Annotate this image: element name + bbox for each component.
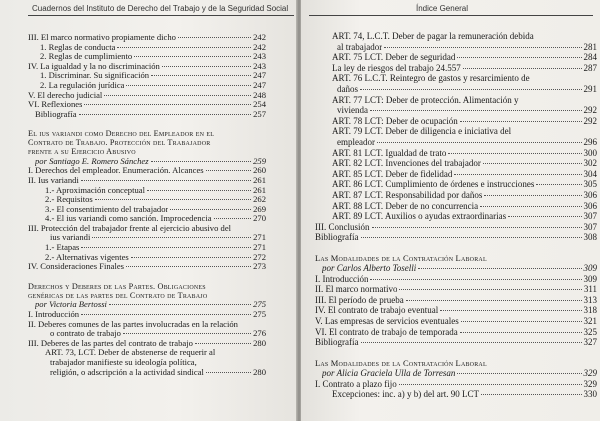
- toc-entry-text: empleador: [337, 136, 375, 147]
- dot-leader: [206, 170, 251, 171]
- toc-entry: [315, 295, 597, 306]
- toc-entry-text: 2. La regulación jurídica: [40, 80, 125, 90]
- toc-entry-text: IV. El contrato de trabajo eventual: [315, 305, 439, 316]
- toc-entry: [315, 148, 597, 159]
- toc-page-number: 309: [583, 263, 597, 274]
- toc-entry-text: III. Protección del trabajador frente al ejercicio abusivo del: [28, 223, 232, 233]
- section-title-line: Derechos y Deberes de las Partes. Obligaciones: [28, 281, 206, 291]
- toc-page-number: 262: [253, 194, 266, 205]
- toc-page-number: 257: [253, 108, 266, 119]
- toc-page-number: 259: [253, 155, 266, 166]
- toc-entry: [28, 214, 266, 224]
- dot-leader: [117, 47, 251, 48]
- section-author: [315, 263, 597, 274]
- toc-entry-text: ART. 81 LCT. Igualdad de trato: [332, 147, 447, 158]
- toc-entry-text: 1. Discriminar. Su significación: [40, 71, 150, 81]
- toc-entry: [315, 52, 597, 63]
- toc-page-number: 321: [583, 316, 597, 327]
- dot-leader: [126, 266, 251, 267]
- dot-leader: [463, 68, 582, 69]
- toc-page-number: 291: [583, 83, 597, 94]
- toc-section: [28, 130, 266, 272]
- toc-section: [315, 254, 597, 348]
- dot-leader: [454, 174, 581, 175]
- toc-entry: [315, 137, 597, 148]
- toc-entry-text: ART. 73, LCT. Deber de abstenerse de requerir al: [45, 348, 216, 358]
- left-page: [0, 0, 297, 421]
- section-title-line: genéricas de las partes del Contrato de Trabajo: [28, 290, 208, 300]
- toc-entry-text: II. Deberes comunes de las partes involucradas en la relación: [28, 319, 238, 329]
- toc-entry-text: III. Conclusión: [315, 221, 370, 232]
- toc-entry-text: al trabajador: [337, 41, 383, 52]
- toc-entry: [315, 116, 597, 127]
- toc-right: [315, 31, 597, 400]
- toc-entry: [315, 84, 597, 95]
- dot-leader: [377, 142, 582, 143]
- toc-page-number: 313: [583, 294, 597, 305]
- toc-entry: [315, 389, 597, 400]
- toc-entry-text: IV. La igualdad y la no discriminación: [28, 61, 160, 71]
- dot-leader: [79, 114, 252, 115]
- toc-entry: [28, 205, 266, 215]
- dot-leader: [448, 153, 581, 154]
- section-title-line: Las Modalidades de la Contratación Laboral: [315, 357, 487, 368]
- toc-entry-text: I. Introducción: [315, 273, 369, 284]
- toc-entry-text: Bibliografía: [35, 109, 77, 119]
- toc-entry: [28, 224, 266, 234]
- toc-entry: [28, 368, 266, 378]
- dot-leader: [147, 190, 251, 191]
- toc-entry: [315, 126, 597, 137]
- toc-entry-text: ART. 88 LCT. Deber de no concurrencia: [332, 200, 479, 211]
- toc-page-number: 276: [253, 328, 266, 339]
- toc-block: [315, 31, 597, 243]
- toc-page-number: 271: [253, 232, 266, 243]
- dot-leader: [92, 237, 251, 238]
- toc-entry: [315, 222, 597, 233]
- toc-entry: [28, 110, 266, 120]
- toc-page-number: 275: [253, 299, 266, 310]
- toc-entry-text: ius variandi: [50, 233, 91, 243]
- dot-leader: [370, 110, 582, 111]
- toc-entry: [315, 274, 597, 285]
- dot-leader: [480, 206, 581, 207]
- toc-page-number: 325: [583, 326, 597, 337]
- dot-leader: [460, 332, 582, 333]
- toc-entry: [315, 31, 597, 42]
- dot-leader: [481, 394, 582, 395]
- dot-leader: [170, 209, 251, 210]
- toc-page-number: 247: [253, 79, 266, 90]
- section-author: [315, 368, 597, 379]
- toc-entry: [315, 179, 597, 190]
- dot-leader: [360, 89, 582, 90]
- toc-page-number: 292: [583, 105, 597, 116]
- toc-entry: [315, 211, 597, 222]
- dot-leader: [162, 66, 251, 67]
- dot-leader: [461, 321, 582, 322]
- toc-entry-text: vivienda: [337, 105, 368, 116]
- toc-page-number: 307: [583, 221, 597, 232]
- toc-entry: [315, 232, 597, 243]
- toc-page-number: 273: [253, 261, 266, 272]
- toc-entry: [28, 339, 266, 349]
- toc-entry: [315, 42, 597, 53]
- toc-entry: [28, 195, 266, 205]
- toc-entry-text: ART. 89 LCT. Auxilios o ayudas extraordinarias: [332, 211, 507, 222]
- toc-section: [315, 359, 597, 400]
- toc-entry: [315, 337, 597, 348]
- dot-leader: [399, 384, 582, 385]
- toc-page-number: 284: [583, 52, 597, 63]
- toc-entry: [315, 63, 597, 74]
- toc-entry: [28, 348, 266, 358]
- toc-entry-text: VI. El contrato de trabajo de temporada: [315, 326, 458, 337]
- dot-leader: [418, 268, 581, 269]
- dot-leader: [195, 343, 251, 344]
- toc-page-number: 304: [583, 168, 597, 179]
- dot-leader: [109, 304, 251, 305]
- toc-page-number: 261: [253, 174, 266, 185]
- toc-entry-text: Excepciones: inc. a) y b) del art. 90 LCT: [332, 389, 479, 400]
- toc-entry-text: ART. 87 LCT. Responsabilidad por daños: [332, 189, 483, 200]
- section-title-line: El ius variandi como Derecho del Empleador en el: [28, 129, 215, 139]
- author-name: por Alicia Graciela Ulla de Torresan: [322, 368, 456, 379]
- toc-page-number: 281: [583, 41, 597, 52]
- toc-page-number: 311: [583, 284, 597, 295]
- toc-page-number: 300: [583, 147, 597, 158]
- running-head: Índice General: [416, 4, 469, 13]
- dot-leader: [457, 373, 581, 374]
- toc-page-number: 306: [583, 200, 597, 211]
- toc-page-number: 307: [583, 211, 597, 222]
- toc-page-number: 243: [253, 51, 266, 62]
- dot-leader: [536, 184, 581, 185]
- toc-page-number: 296: [583, 136, 597, 147]
- toc-entry-text: daños: [337, 83, 358, 94]
- dot-leader: [84, 104, 251, 105]
- toc-entry-text: ART. 77 LCT: Deber de protección. Alimentación y: [332, 94, 519, 105]
- dot-leader: [178, 37, 251, 38]
- dot-leader: [81, 180, 251, 181]
- toc-page-number: 329: [583, 368, 597, 379]
- toc-entry: [28, 320, 266, 330]
- dot-leader: [134, 56, 251, 57]
- section-author: [28, 157, 266, 167]
- right-page: [301, 0, 600, 421]
- dot-leader: [372, 227, 582, 228]
- dot-leader: [399, 289, 581, 290]
- toc-entry-text: 1.- Etapas: [45, 243, 80, 253]
- toc-entry: [28, 310, 266, 320]
- dot-leader: [151, 75, 251, 76]
- toc-entry-text: Bibliografía: [315, 232, 359, 243]
- toc-entry-text: II. Ius variandi: [28, 175, 79, 185]
- toc-entry-text: V. El derecho judicial: [28, 90, 103, 100]
- toc-entry: [315, 73, 597, 84]
- dot-leader: [104, 95, 251, 96]
- toc-page-number: 248: [253, 89, 266, 100]
- toc-entry: [28, 253, 266, 263]
- toc-entry: [315, 327, 597, 338]
- toc-entry: [28, 43, 266, 53]
- toc-entry: [315, 105, 597, 116]
- toc-entry: [315, 284, 597, 295]
- dot-leader: [406, 300, 582, 301]
- toc-entry-text: ART. 85 LCT. Deber de fidelidad: [332, 168, 453, 179]
- toc-page-number: 272: [253, 251, 266, 262]
- toc-entry-text: V. Las empresas de servicios eventuales: [315, 316, 459, 327]
- dot-leader: [457, 57, 581, 58]
- toc-entry: [28, 186, 266, 196]
- toc-left: [28, 33, 266, 377]
- dot-leader: [484, 195, 581, 196]
- toc-entry-text: ART. 76 L.C.T. Reintegro de gastos y resarcimiento de: [332, 73, 530, 84]
- toc-entry-text: I. Introducción: [28, 310, 80, 320]
- toc-entry: [28, 262, 266, 272]
- toc-entry-text: I. Contrato a plazo fijo: [315, 378, 397, 389]
- toc-entry: [315, 316, 597, 327]
- toc-page-number: 308: [583, 232, 597, 243]
- header-rule: [28, 15, 294, 16]
- toc-entry-text: II. El marco normativo: [315, 284, 398, 295]
- toc-entry-text: 4.- El ius variandi como sanción. Improcedencia: [45, 214, 212, 224]
- toc-page-number: 270: [253, 213, 266, 224]
- toc-entry: [315, 190, 597, 201]
- toc-entry-text: ART. 79 LCT. Deber de diligencia e iniciativa del: [332, 126, 512, 137]
- dot-leader: [508, 216, 581, 217]
- toc-page-number: 327: [583, 337, 597, 348]
- toc-entry-text: La ley de riesgos del trabajo 24.557: [332, 62, 461, 73]
- running-head: Cuadernos del Instituto de Derecho del Trabajo y de la Seguridad Social: [32, 4, 289, 13]
- toc-page-number: 243: [253, 60, 266, 71]
- toc-page-number: 247: [253, 70, 266, 81]
- toc-page-number: 305: [583, 179, 597, 190]
- toc-page-number: 280: [253, 366, 266, 377]
- toc-entry: [28, 166, 266, 176]
- toc-entry-text: o contrato de trabajo: [50, 329, 121, 339]
- dot-leader: [214, 218, 252, 219]
- toc-page-number: 309: [583, 273, 597, 284]
- dot-leader: [361, 342, 582, 343]
- toc-page-number: 275: [253, 309, 266, 320]
- toc-entry: [315, 379, 597, 390]
- author-name: por Santiago E. Romero Sánchez: [35, 156, 149, 166]
- toc-entry-text: I. Derechos del empleador. Enumeración. Alcances: [28, 166, 204, 176]
- toc-entry: [315, 95, 597, 106]
- toc-entry: [28, 233, 266, 243]
- dot-leader: [151, 161, 252, 162]
- dot-leader: [81, 247, 251, 248]
- dot-leader: [384, 47, 581, 48]
- toc-page-number: 329: [583, 378, 597, 389]
- toc-entry: [28, 71, 266, 81]
- header-rule: [309, 15, 593, 16]
- toc-page-number: 260: [253, 165, 266, 176]
- toc-page-number: 330: [583, 389, 597, 400]
- toc-entry-text: ART. 74, L.C.T. Deber de pagar la remuneración debida: [332, 31, 534, 41]
- toc-page-number: 242: [253, 41, 266, 52]
- toc-entry: [28, 329, 266, 339]
- author-name: por Victoria Bertossi: [35, 300, 107, 310]
- toc-entry-text: 1. Reglas de conducta: [40, 42, 116, 52]
- toc-page-number: 269: [253, 203, 266, 214]
- dot-leader: [95, 199, 251, 200]
- toc-entry-text: III. El período de prueba: [315, 294, 404, 305]
- toc-page-number: 287: [583, 62, 597, 73]
- toc-entry-text: trabajador manifieste su ideología política,: [50, 358, 197, 368]
- toc-entry: [28, 176, 266, 186]
- section-title-line: Las Modalidades de la Contratación Laboral: [315, 252, 487, 263]
- toc-section: [28, 283, 266, 377]
- toc-entry-text: religión, o adscripción a la actividad sindical: [50, 367, 204, 377]
- toc-entry: [28, 81, 266, 91]
- toc-page-number: 254: [253, 99, 266, 110]
- toc-page-number: 242: [253, 32, 266, 42]
- toc-entry: [315, 158, 597, 169]
- toc-entry-text: 3.- El consentimiento del trabajador: [45, 204, 169, 214]
- toc-entry-text: IV. Consideraciones Finales: [28, 262, 125, 272]
- toc-page-number: 306: [583, 189, 597, 200]
- toc-entry: [28, 52, 266, 62]
- section-author: [28, 300, 266, 310]
- dot-leader: [126, 85, 251, 86]
- toc-page-number: 280: [253, 337, 266, 348]
- dot-leader: [370, 279, 581, 280]
- toc-entry-text: 1.- Aproximación conceptual: [45, 185, 145, 195]
- dot-leader: [361, 237, 582, 238]
- toc-page-number: 302: [583, 158, 597, 169]
- toc-block: [28, 33, 266, 119]
- toc-entry-text: Bibliografía: [315, 337, 359, 348]
- dot-leader: [460, 121, 582, 122]
- toc-entry: [28, 243, 266, 253]
- toc-entry-text: VI. Reflexiones: [28, 100, 83, 110]
- toc-entry-text: 2. Reglas de cumplimiento: [40, 52, 133, 62]
- toc-entry: [315, 305, 597, 316]
- dot-leader: [206, 372, 251, 373]
- toc-entry: [28, 100, 266, 110]
- toc-entry: [315, 169, 597, 180]
- toc-entry-text: ART. 86 LCT. Cumplimiento de órdenes e instrucciones: [332, 179, 535, 190]
- toc-page-number: 318: [583, 305, 597, 316]
- section-title-line: frente a su Ejercicio Abusivo: [28, 146, 136, 156]
- toc-entry-text: III. Deberes de las partes del contrato de trabajo: [28, 338, 193, 348]
- dot-leader: [440, 310, 581, 311]
- author-name: por Carlos Alberto Toselli: [322, 263, 417, 274]
- toc-entry: [315, 201, 597, 212]
- dot-leader: [123, 333, 251, 334]
- section-title-line: Contrato de Trabajo. Protección del Trabajador: [28, 138, 211, 148]
- toc-entry-text: 2.- Alternativas vigentes: [45, 252, 129, 262]
- toc-entry: [28, 33, 266, 43]
- dot-leader: [81, 314, 251, 315]
- toc-entry: [28, 91, 266, 101]
- dot-leader: [483, 163, 582, 164]
- toc-page-number: 271: [253, 242, 266, 253]
- toc-entry: [28, 358, 266, 368]
- dot-leader: [131, 257, 251, 258]
- toc-entry-text: ART. 75 LCT. Deber de seguridad: [332, 52, 456, 63]
- toc-entry-text: III. El marco normativo propiamente dicho: [28, 33, 176, 42]
- toc-entry-text: 2.- Requisitos: [45, 195, 93, 205]
- toc-page-number: 261: [253, 184, 266, 195]
- toc-entry-text: ART. 82 LCT. Invenciones del trabajador: [332, 158, 481, 169]
- toc-entry: [28, 62, 266, 72]
- toc-entry-text: ART. 78 LCT: Deber de ocupación: [332, 115, 458, 126]
- toc-page-number: 292: [583, 115, 597, 126]
